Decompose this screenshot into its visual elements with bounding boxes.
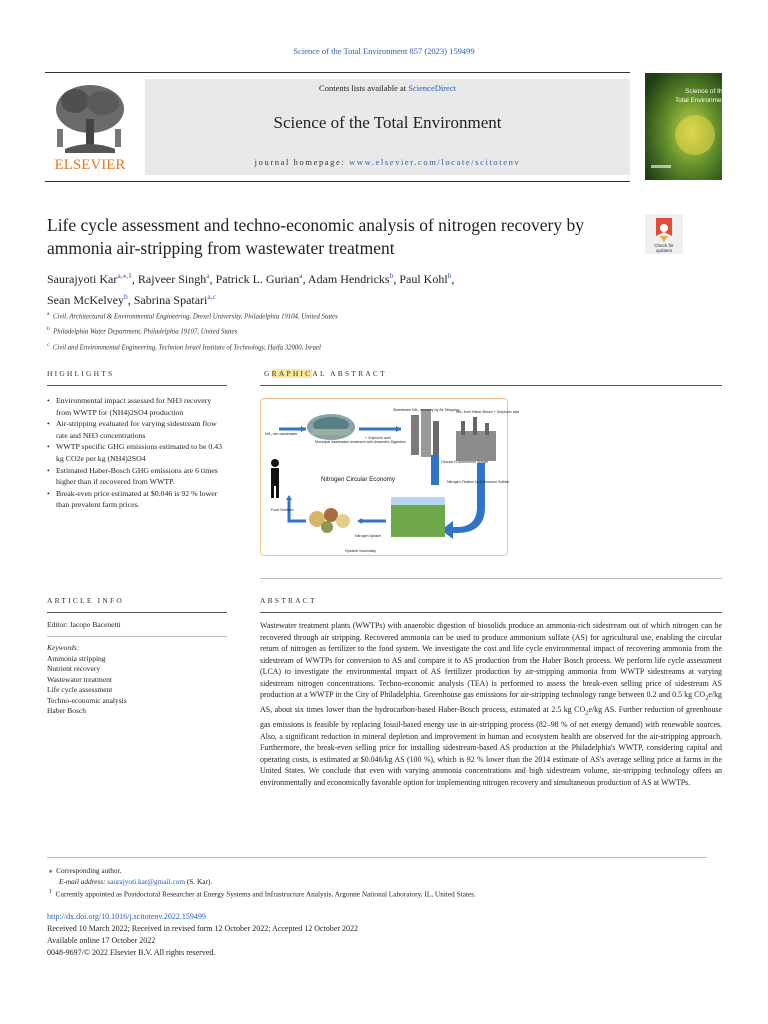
system-boundary-label: System boundary	[345, 548, 377, 553]
abstract-part: e/kg AS, about six times lower than the hydrocarbon-based Haber-Bosch process, estimated at 2.5 kg CO	[260, 690, 722, 715]
graphical-heading-part: AL ABSTRACT	[312, 369, 387, 378]
author-separator: ,	[302, 272, 308, 286]
affiliations	[47, 308, 647, 354]
highlights-divider	[47, 385, 227, 386]
email-label: E-mail address:	[59, 876, 108, 886]
haber-bosch-plant-image	[456, 417, 496, 461]
footnote-mark: ⁎	[48, 866, 53, 875]
author-separator: ,	[451, 272, 455, 286]
keyword: Haber Bosch	[47, 706, 86, 715]
footnote-corresponding	[47, 866, 707, 877]
copyright: 0048-9697/© 2022 Elsevier B.V. All rights reserved.	[47, 948, 216, 957]
email-suffix: (S. Kar).	[185, 876, 213, 886]
affiliation-mark: b	[47, 326, 50, 333]
editor-divider	[47, 636, 227, 637]
author-affil-mark[interactable]: a,c	[207, 292, 216, 301]
elsevier-wordmark: ELSEVIER	[54, 157, 126, 173]
affiliation-text: Philadelphia Water Department, Philadelphia 19107, United States	[53, 328, 238, 336]
article-info-divider	[47, 612, 227, 613]
doi-link[interactable]: http://dx.doi.org/10.1016/j.scitotenv.2022.159499	[47, 912, 206, 921]
nh3-wastewater-label: NH₃ rich wastewater	[265, 432, 298, 436]
author-name[interactable]: Rajveer Singh	[137, 272, 207, 286]
graphical-heading-highlighted: RAPHIC	[271, 369, 313, 378]
keywords-block	[47, 643, 127, 717]
footnote-email	[47, 877, 707, 888]
svg-text:Total Environment: Total Environment	[675, 97, 728, 104]
abstract-subscript: 2	[585, 709, 589, 717]
contents-prefix: Contents lists available at	[319, 83, 409, 93]
highlight-item: • Environmental impact assessed for NH3 recovery from WWTP for (NH4)2SO4 production	[47, 395, 227, 418]
as-production-arrow	[431, 455, 439, 485]
footnote-text: Currently appointed as Postdoctoral Researcher at Energy Systems and Infrastructure Analysis, Argonne National Laboratory, IL, United States.	[55, 889, 476, 899]
journal-masthead	[45, 72, 630, 182]
center-label: Nitrogen Circular Economy	[321, 476, 395, 483]
homepage-link[interactable]: www.elsevier.com/locate/scitotenv	[349, 157, 521, 167]
keyword: Techno-economic analysis	[47, 695, 127, 705]
author-separator: ,	[209, 272, 216, 286]
affiliation-line	[47, 323, 647, 338]
graphical-abstract-bottom-divider	[260, 578, 722, 579]
highlight-item: • Break-even price estimated at $0.046 is 92 % lower than prevalent farm prices.	[47, 488, 227, 511]
keyword: Life cycle assessment	[47, 685, 113, 694]
graphical-abstract-divider	[260, 385, 722, 386]
food-grains-image	[309, 508, 350, 533]
graphical-heading-part: G	[264, 369, 272, 378]
graphical-abstract-heading	[264, 369, 387, 378]
svg-text:Science of the: Science of the	[685, 88, 727, 95]
received-dates: Received 10 March 2022; Received in revised form 12 October 2022; Accepted 12 October 2022	[47, 924, 359, 933]
highlights-heading: HIGHLIGHTS	[47, 369, 115, 378]
journal-title[interactable]: Science of the Total Environment	[273, 113, 502, 132]
keywords-title: Keywords:	[47, 643, 80, 652]
air-stripping-tower-image	[411, 409, 439, 457]
as-production-arrow	[477, 463, 485, 507]
footnote-text: Corresponding author.	[56, 866, 122, 875]
elsevier-logo[interactable]	[45, 79, 135, 174]
email-link[interactable]: saurajyoti.kar@gmail.com	[107, 876, 186, 886]
svg-text:Check for: Check for	[654, 243, 674, 248]
author-name[interactable]: Sabrina Spatari	[133, 293, 208, 307]
farm-field-image	[391, 497, 445, 537]
keyword: Wastewater treatment	[47, 674, 112, 684]
contents-line	[145, 83, 630, 93]
publication-info	[47, 911, 358, 959]
footnote-note-1	[47, 887, 707, 900]
author-separator: ,	[393, 272, 400, 286]
homepage-prefix: journal homepage:	[254, 157, 350, 167]
footnotes	[47, 866, 707, 900]
affiliation-text: Civil, Architectural & Environmental Engineering, Drexel University, Philadelphia 19104, United States	[52, 313, 338, 321]
author-name[interactable]: Patrick L. Gurian	[215, 272, 300, 286]
svg-text:Municipal wastewater treatment	[315, 440, 406, 444]
author-name[interactable]: Saurajyoti Kar	[47, 272, 118, 286]
author-name[interactable]: Adam Hendricks	[307, 272, 390, 286]
food-label: Food Nutrition	[271, 508, 294, 512]
journal-homepage-line	[145, 157, 630, 167]
author-affil-mark[interactable]: b	[447, 271, 452, 280]
person-icon	[271, 459, 279, 498]
highlight-item: • Air-stripping evaluated for varying sidestream flow rate and NH3 concentrations	[47, 418, 227, 441]
highlights-list	[47, 395, 227, 511]
abstract-part: Wastewater treatment plants (WWTPs) with anaerobic digestion of biosolids produce an ammonia-rich sidestream out of which nitrogen can be recovered through air stripping. Recovered ammonia can be used to produce ammonium sulfate (AS) for agricultural use, enabling the circular return of nitrogen as fertilizer to the food system. We investigate the cost and life cycle environmental impact of recovering ammonia from the sidestream of WWTPs for conversion to AS and compare it to AS production from the Haber Bosch process. We perform life cycle assessment (LCA) to investigate the environmental impact of AS fertilizer production by air-stripping ammonia from WWTP sidestreams at varying sidestream nitrogen concentrations. Techno-economic analysis (TEA) is performed to assess the break-even selling price of sidestream AS production at a WWTP in the City of Philadelphia. Greenhouse gas emissions for air-stripping technology range between 0.2 and 0.5 kg CO	[260, 621, 722, 699]
highlight-item: • WWTP specific GHG emissions estimated to be 0.43 kg CO2e per kg (NH4)2SO4	[47, 441, 227, 464]
author-name[interactable]: Paul Kohl	[399, 272, 448, 286]
wastewater-plant-image	[307, 414, 355, 440]
svg-text:updates: updates	[655, 248, 673, 253]
author-separator: ,	[131, 272, 138, 286]
article-title: Life cycle assessment and techno-economic analysis of nitrogen recovery by ammonia air-stripping from wastewater treatment	[47, 215, 584, 258]
affiliation-text: Civil and Environmental Engineering, Technion Israel Institute of Technology, Haifa 32000, Israel	[52, 343, 321, 351]
highlight-item: • Estimated Haber-Bosch GHG emissions are 6 times higher than if recovered from WWTP.	[47, 465, 227, 488]
author-name[interactable]: Sean McKelvey	[47, 293, 124, 307]
municipal-label: Municipal wastewater treatment with Anaerobic Digestion	[315, 440, 406, 444]
sulphuric-label: + Sulphuric acid	[365, 436, 391, 440]
author-affil-mark[interactable]: b	[389, 271, 394, 280]
affiliation-mark: c	[47, 341, 50, 348]
affiliation-line	[47, 339, 647, 354]
footnote-divider	[47, 857, 707, 858]
abstract-divider	[260, 612, 722, 613]
author-list	[47, 267, 647, 309]
graphical-abstract-figure[interactable]	[260, 398, 520, 556]
author-affil-mark[interactable]: a	[299, 271, 303, 280]
keyword: Ammonia stripping	[47, 653, 106, 663]
abstract-text	[260, 620, 722, 788]
affiliation-mark: a	[47, 311, 50, 317]
sidestream-label: Sidestream NH₃ recovery by Air Stripping	[393, 408, 459, 412]
journal-reference-link[interactable]: Science of the Total Environment 857 (2023) 159499	[293, 46, 475, 56]
author-affil-mark[interactable]: b	[123, 292, 128, 301]
author-separator: ,	[127, 293, 134, 307]
author-affil-mark[interactable]: a,⁎,1	[117, 271, 132, 280]
check-for-updates-badge[interactable]	[645, 214, 683, 254]
circular-n-label: Circular N Ammonium Sulfate	[441, 460, 489, 464]
affiliation-line	[47, 308, 647, 323]
sciencedirect-link[interactable]: ScienceDirect	[408, 83, 456, 93]
article-info-heading: ARTICLE INFO	[47, 596, 124, 605]
available-date: Available online 17 October 2022	[47, 936, 156, 945]
abstract-part: e/kg AS. Further reduction of greenhouse gas emissions is feasible by replacing fossil-based energy use in air-stripping process (82–98 % of net energy demand) with renewable sources. Also, a significant reduction in mineral depletion and improvement in human and ecosystem health are observed for the air-stripping approach. Furthermore, the break-even selling price for installing sidestream-based AS production at the Philadelphia's WWTP, considering capital and operating costs, is estimated at $0.046/kg AS (100 %), which is 92 % lower than the 2014 estimate of AS's average selling price at farms in the United States. We conclude that even with varying ammonia concentrations and high sidestream volume, air-stripping technology offers an environmentally and economically favorable option for implementing nitrogen recovery and simultaneous production of AS at WWTPs.	[260, 705, 722, 787]
abstract-subscript: 2	[705, 694, 709, 702]
abstract-heading: ABSTRACT	[260, 596, 317, 605]
n-fixation-label: Nitrogen Fixation to Ammonium Sulfate	[447, 480, 510, 484]
uptake-label: Nitrogen Uptake	[355, 534, 381, 538]
journal-banner	[145, 79, 630, 175]
author-affil-mark[interactable]: a	[206, 271, 210, 280]
journal-cover-image[interactable]	[645, 73, 728, 180]
keyword: Nutrient recovery	[47, 664, 101, 673]
footnote-mark: 1	[48, 889, 52, 895]
editor-line: Editor: Jacopo Bacenetti	[47, 620, 121, 629]
haber-label: NH₃ from Haber Bosch + Sulphuric acid	[456, 410, 520, 414]
